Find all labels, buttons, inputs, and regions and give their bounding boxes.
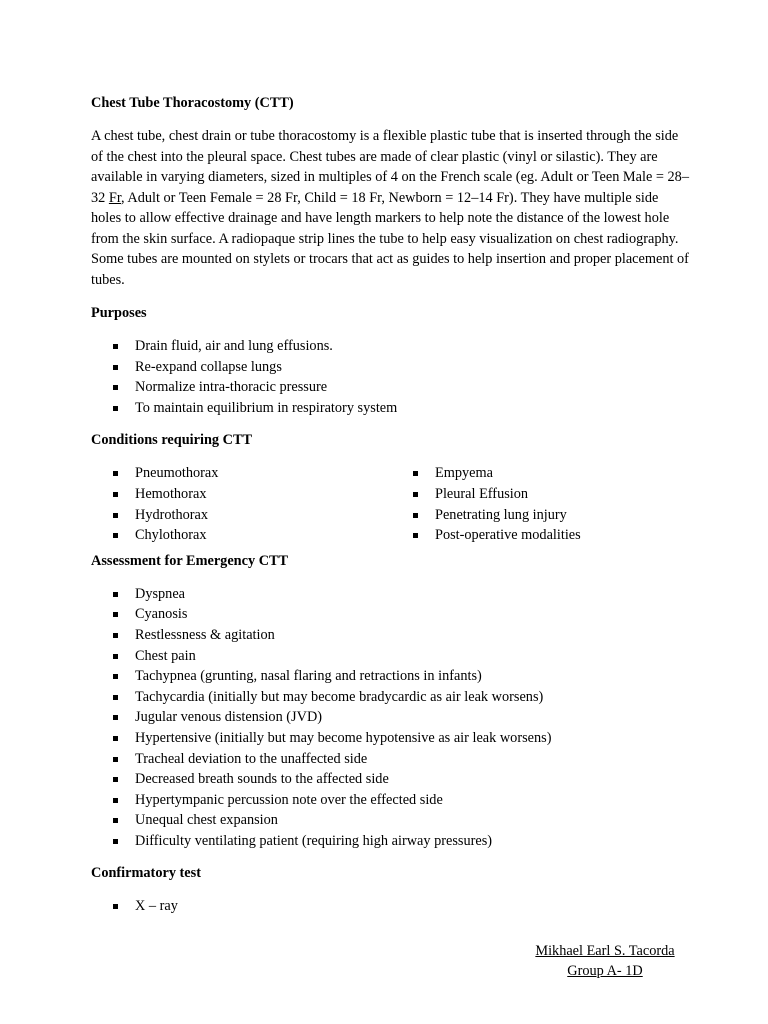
list-item: Tachypnea (grunting, nasal flaring and retractions in infants) — [91, 666, 691, 687]
list-item: Chylothorax — [91, 525, 391, 546]
intro-fr-underlined: Fr — [108, 189, 122, 206]
list-item: Tachycardia (initially but may become bradycardic as air leak worsens) — [91, 687, 691, 708]
conditions-list-left — [91, 463, 391, 545]
list-item: Hypertensive (initially but may become hypotensive as air leak worsens) — [91, 728, 691, 749]
confirmatory-heading: Confirmatory test — [91, 865, 201, 882]
list-item: Unequal chest expansion — [91, 810, 691, 831]
document-title: Chest Tube Thoracostomy (CTT) — [91, 95, 294, 111]
list-item: Normalize intra-thoracic pressure — [91, 377, 691, 398]
signature-name: Mikhael Earl S. Tacorda — [535, 943, 675, 959]
purposes-heading: Purposes — [91, 305, 147, 321]
list-item: Penetrating lung injury — [391, 505, 691, 526]
list-item: Decreased breath sounds to the affected side — [91, 769, 691, 790]
intro-paragraph — [91, 126, 691, 290]
list-item: Empyema — [391, 463, 691, 484]
list-item: Re-expand collapse lungs — [91, 357, 691, 378]
conditions-list-right — [391, 463, 691, 545]
intro-part1: A chest tube, chest drain or tube thoracostomy is a flexible plastic tube that is inserted through the side of the chest into the pleural space. Chest tubes are made of clear plastic (vinyl or silastic). They are available in varying diameters, sized in multiples of 4 on the French scale (eg. Adult or Teen Male = 28–32 — [91, 128, 689, 206]
list-item: Restlessness & agitation — [91, 625, 691, 646]
confirmatory-list — [91, 896, 691, 917]
list-item: Pleural Effusion — [391, 484, 691, 505]
signature-group: Group A- 1D — [567, 963, 643, 979]
conditions-heading: Conditions requiring CTT — [91, 432, 253, 449]
list-item: Post-operative modalities — [391, 525, 691, 546]
list-item: X – ray — [91, 896, 691, 917]
signature-block — [520, 941, 690, 981]
list-item: Hypertympanic percussion note over the effected side — [91, 790, 691, 811]
assessment-list — [91, 584, 691, 852]
document-body — [91, 93, 691, 917]
list-item: Hemothorax — [91, 484, 391, 505]
assessment-heading: Assessment for Emergency CTT — [91, 552, 289, 569]
conditions-columns — [91, 463, 691, 545]
list-item: Drain fluid, air and lung effusions. — [91, 336, 691, 357]
list-item: Pneumothorax — [91, 463, 391, 484]
list-item: Hydrothorax — [91, 505, 391, 526]
purposes-list — [91, 336, 691, 418]
list-item: Jugular venous distension (JVD) — [91, 707, 691, 728]
list-item: Cyanosis — [91, 604, 691, 625]
list-item: Difficulty ventilating patient (requiring high airway pressures) — [91, 831, 691, 852]
intro-part2: , Adult or Teen Female = 28 Fr, Child = 18 Fr, Newborn = 12–14 Fr). They have multiple side holes to allow effective drainage and have length markers to help note the distance of the lowest hole from the skin surface. A radiopaque strip lines the tube to help easy visualization on chest radiography. Some tubes are mounted on stylets or trocars that act as guides to help insertion and proper placement of tubes. — [91, 189, 689, 288]
list-item: Chest pain — [91, 646, 691, 667]
list-item: Dyspnea — [91, 584, 691, 605]
list-item: Tracheal deviation to the unaffected side — [91, 749, 691, 770]
list-item: To maintain equilibrium in respiratory system — [91, 398, 691, 419]
